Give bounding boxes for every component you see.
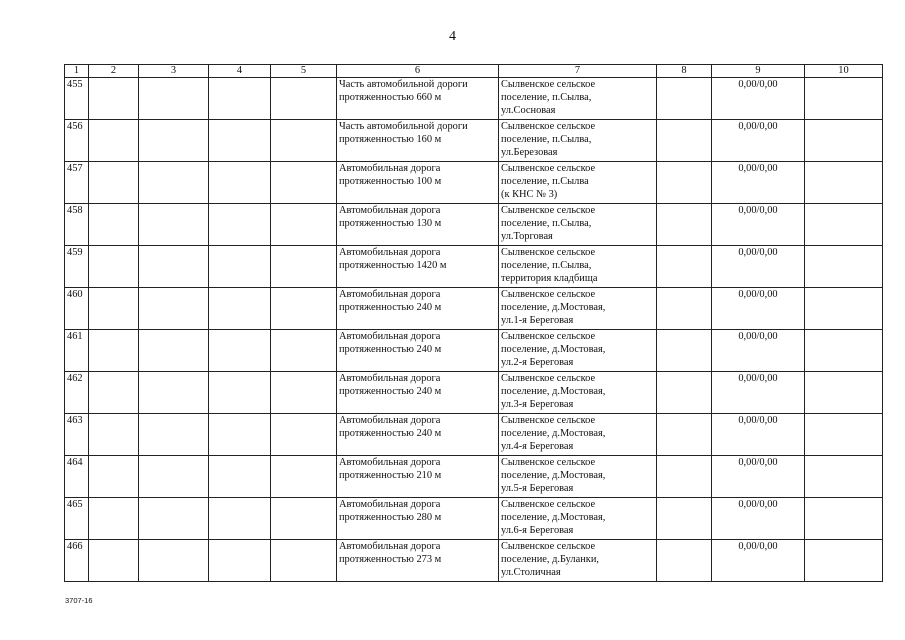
cell-col-10 — [805, 330, 883, 372]
document-code: 3707-16 — [65, 596, 93, 605]
object-name-line: Автомобильная дорога — [339, 331, 441, 342]
row-number: 459 — [65, 246, 89, 288]
cell-col-8 — [657, 120, 712, 162]
object-name-line: протяженностью 660 м — [339, 92, 442, 103]
object-address — [499, 162, 657, 204]
object-address-line: ул.3-я Береговая — [501, 399, 574, 410]
cell-col-2 — [89, 204, 139, 246]
row-number: 465 — [65, 498, 89, 540]
cell-col-8 — [657, 204, 712, 246]
cell-col-4 — [209, 162, 271, 204]
cell-col-3 — [139, 414, 209, 456]
object-address-line: Сылвенское сельское — [501, 499, 596, 510]
object-address-line: Сылвенское сельское — [501, 415, 596, 426]
row-number: 455 — [65, 78, 89, 120]
object-name-line: Автомобильная дорога — [339, 163, 441, 174]
cell-col-2 — [89, 288, 139, 330]
cell-col-2 — [89, 330, 139, 372]
cell-col-3 — [139, 330, 209, 372]
cell-col-4 — [209, 540, 271, 582]
object-address — [499, 330, 657, 372]
value-cell: 0,00/0,00 — [712, 246, 805, 288]
object-name-line: протяженностью 273 м — [339, 554, 442, 565]
cell-col-4 — [209, 288, 271, 330]
object-name — [337, 498, 499, 540]
value-cell: 0,00/0,00 — [712, 372, 805, 414]
object-address-line: ул.Торговая — [501, 231, 553, 242]
cell-col-10 — [805, 120, 883, 162]
value-cell: 0,00/0,00 — [712, 456, 805, 498]
cell-col-4 — [209, 414, 271, 456]
object-name — [337, 120, 499, 162]
object-address-line: Сылвенское сельское — [501, 163, 596, 174]
cell-col-5 — [271, 162, 337, 204]
cell-col-5 — [271, 540, 337, 582]
object-name — [337, 540, 499, 582]
cell-col-2 — [89, 162, 139, 204]
object-address-line: ул.5-я Береговая — [501, 483, 574, 494]
object-name — [337, 78, 499, 120]
table-row — [65, 372, 883, 414]
table-row — [65, 204, 883, 246]
object-name-line: Автомобильная дорога — [339, 289, 441, 300]
register-table — [64, 64, 883, 582]
cell-col-8 — [657, 498, 712, 540]
object-name-line: Часть автомобильной дороги — [339, 79, 468, 90]
object-name-line: протяженностью 100 м — [339, 176, 442, 187]
object-address — [499, 540, 657, 582]
object-name-line: протяженностью 210 м — [339, 470, 442, 481]
cell-col-10 — [805, 246, 883, 288]
row-number: 460 — [65, 288, 89, 330]
object-name — [337, 246, 499, 288]
object-address-line: Сылвенское сельское — [501, 79, 596, 90]
cell-col-4 — [209, 78, 271, 120]
row-number: 466 — [65, 540, 89, 582]
cell-col-5 — [271, 498, 337, 540]
cell-col-8 — [657, 414, 712, 456]
column-header-7: 7 — [499, 65, 657, 78]
cell-col-2 — [89, 540, 139, 582]
row-number: 461 — [65, 330, 89, 372]
cell-col-10 — [805, 288, 883, 330]
object-name-line: Автомобильная дорога — [339, 415, 441, 426]
column-header-6: 6 — [337, 65, 499, 78]
object-address-line: поселение, д.Мостовая, — [501, 386, 606, 397]
object-address-line: поселение, п.Сылва, — [501, 260, 592, 271]
object-address-line: ул.Березовая — [501, 147, 558, 158]
object-name-line: Автомобильная дорога — [339, 247, 441, 258]
table-row — [65, 414, 883, 456]
cell-col-2 — [89, 498, 139, 540]
object-name — [337, 162, 499, 204]
object-name — [337, 204, 499, 246]
cell-col-4 — [209, 330, 271, 372]
value-cell: 0,00/0,00 — [712, 120, 805, 162]
cell-col-10 — [805, 414, 883, 456]
object-name-line: протяженностью 240 м — [339, 428, 442, 439]
cell-col-2 — [89, 372, 139, 414]
cell-col-8 — [657, 246, 712, 288]
object-address-line: Сылвенское сельское — [501, 289, 596, 300]
column-header-10: 10 — [805, 65, 883, 78]
object-name-line: протяженностью 240 м — [339, 386, 442, 397]
cell-col-8 — [657, 78, 712, 120]
object-address-line: ул.Сосновая — [501, 105, 556, 116]
cell-col-3 — [139, 372, 209, 414]
object-name — [337, 414, 499, 456]
object-address-line: Сылвенское сельское — [501, 373, 596, 384]
column-header-9: 9 — [712, 65, 805, 78]
object-name-line: протяженностью 1420 м — [339, 260, 447, 271]
cell-col-3 — [139, 162, 209, 204]
object-name — [337, 330, 499, 372]
object-name-line: протяженностью 240 м — [339, 344, 442, 355]
object-address — [499, 246, 657, 288]
row-number: 457 — [65, 162, 89, 204]
cell-col-2 — [89, 120, 139, 162]
object-address-line: Сылвенское сельское — [501, 457, 596, 468]
object-address-line: ул.6-я Береговая — [501, 525, 574, 536]
object-address — [499, 288, 657, 330]
object-address-line: поселение, д.Мостовая, — [501, 428, 606, 439]
value-cell: 0,00/0,00 — [712, 330, 805, 372]
object-address — [499, 204, 657, 246]
object-address-line: поселение, п.Сылва, — [501, 218, 592, 229]
value-cell: 0,00/0,00 — [712, 78, 805, 120]
cell-col-5 — [271, 456, 337, 498]
cell-col-3 — [139, 246, 209, 288]
cell-col-8 — [657, 372, 712, 414]
cell-col-3 — [139, 78, 209, 120]
row-number: 456 — [65, 120, 89, 162]
row-number: 458 — [65, 204, 89, 246]
value-cell: 0,00/0,00 — [712, 162, 805, 204]
cell-col-4 — [209, 498, 271, 540]
column-header-2: 2 — [89, 65, 139, 78]
object-address-line: поселение, д.Мостовая, — [501, 512, 606, 523]
cell-col-10 — [805, 456, 883, 498]
object-name — [337, 456, 499, 498]
value-cell: 0,00/0,00 — [712, 288, 805, 330]
row-number: 463 — [65, 414, 89, 456]
row-number: 462 — [65, 372, 89, 414]
cell-col-4 — [209, 456, 271, 498]
cell-col-8 — [657, 162, 712, 204]
cell-col-10 — [805, 204, 883, 246]
object-address — [499, 372, 657, 414]
object-address-line: ул.2-я Береговая — [501, 357, 574, 368]
object-name-line: протяженностью 280 м — [339, 512, 442, 523]
cell-col-3 — [139, 204, 209, 246]
column-header-1: 1 — [65, 65, 89, 78]
object-address-line: Сылвенское сельское — [501, 247, 596, 258]
object-name-line: Автомобильная дорога — [339, 457, 441, 468]
value-cell: 0,00/0,00 — [712, 498, 805, 540]
cell-col-8 — [657, 540, 712, 582]
cell-col-5 — [271, 330, 337, 372]
cell-col-5 — [271, 414, 337, 456]
cell-col-2 — [89, 414, 139, 456]
object-name-line: Автомобильная дорога — [339, 205, 441, 216]
table-row — [65, 456, 883, 498]
cell-col-8 — [657, 330, 712, 372]
table-row — [65, 120, 883, 162]
table-body — [65, 65, 883, 582]
object-address-line: поселение, д.Мостовая, — [501, 344, 606, 355]
object-address-line: поселение, д.Мостовая, — [501, 302, 606, 313]
object-address-line: ул.4-я Береговая — [501, 441, 574, 452]
cell-col-3 — [139, 120, 209, 162]
value-cell: 0,00/0,00 — [712, 414, 805, 456]
object-address — [499, 456, 657, 498]
table-row — [65, 288, 883, 330]
object-address-line: Сылвенское сельское — [501, 205, 596, 216]
cell-col-4 — [209, 120, 271, 162]
object-name-line: Часть автомобильной дороги — [339, 121, 468, 132]
object-address-line: (к КНС № 3) — [501, 189, 558, 200]
column-header-3: 3 — [139, 65, 209, 78]
object-name — [337, 372, 499, 414]
table-row — [65, 498, 883, 540]
value-cell: 0,00/0,00 — [712, 204, 805, 246]
table-row — [65, 246, 883, 288]
object-name-line: протяженностью 240 м — [339, 302, 442, 313]
object-address-line: Сылвенское сельское — [501, 121, 596, 132]
column-header-5: 5 — [271, 65, 337, 78]
cell-col-4 — [209, 204, 271, 246]
cell-col-3 — [139, 456, 209, 498]
cell-col-2 — [89, 246, 139, 288]
cell-col-3 — [139, 288, 209, 330]
cell-col-3 — [139, 498, 209, 540]
object-address-line: Сылвенское сельское — [501, 331, 596, 342]
cell-col-8 — [657, 288, 712, 330]
object-address-line: территория кладбища — [501, 273, 598, 284]
object-address-line: ул.Столичная — [501, 567, 561, 578]
object-name-line: Автомобильная дорога — [339, 541, 441, 552]
cell-col-5 — [271, 288, 337, 330]
object-address-line: ул.1-я Береговая — [501, 315, 574, 326]
row-number: 464 — [65, 456, 89, 498]
object-address-line: поселение, д.Буланки, — [501, 554, 599, 565]
cell-col-5 — [271, 246, 337, 288]
object-address — [499, 78, 657, 120]
cell-col-5 — [271, 120, 337, 162]
object-address — [499, 120, 657, 162]
object-name-line: протяженностью 160 м — [339, 134, 442, 145]
cell-col-5 — [271, 78, 337, 120]
cell-col-10 — [805, 372, 883, 414]
object-name-line: протяженностью 130 м — [339, 218, 442, 229]
column-header-8: 8 — [657, 65, 712, 78]
object-address — [499, 498, 657, 540]
cell-col-4 — [209, 372, 271, 414]
object-name-line: Автомобильная дорога — [339, 373, 441, 384]
cell-col-4 — [209, 246, 271, 288]
object-address-line: поселение, п.Сылва — [501, 176, 589, 187]
column-header-4: 4 — [209, 65, 271, 78]
table-row — [65, 540, 883, 582]
cell-col-8 — [657, 456, 712, 498]
table-row — [65, 162, 883, 204]
object-name — [337, 288, 499, 330]
object-name-line: Автомобильная дорога — [339, 499, 441, 510]
cell-col-2 — [89, 456, 139, 498]
value-cell: 0,00/0,00 — [712, 540, 805, 582]
object-address-line: поселение, д.Мостовая, — [501, 470, 606, 481]
cell-col-2 — [89, 78, 139, 120]
cell-col-5 — [271, 372, 337, 414]
cell-col-10 — [805, 162, 883, 204]
cell-col-5 — [271, 204, 337, 246]
object-address — [499, 414, 657, 456]
object-address-line: поселение, п.Сылва, — [501, 92, 592, 103]
table-row — [65, 330, 883, 372]
page-number: 4 — [449, 29, 456, 44]
object-address-line: Сылвенское сельское — [501, 541, 596, 552]
cell-col-3 — [139, 540, 209, 582]
cell-col-10 — [805, 78, 883, 120]
cell-col-10 — [805, 498, 883, 540]
column-number-row — [65, 65, 883, 78]
table-row — [65, 78, 883, 120]
cell-col-10 — [805, 540, 883, 582]
object-address-line: поселение, п.Сылва, — [501, 134, 592, 145]
